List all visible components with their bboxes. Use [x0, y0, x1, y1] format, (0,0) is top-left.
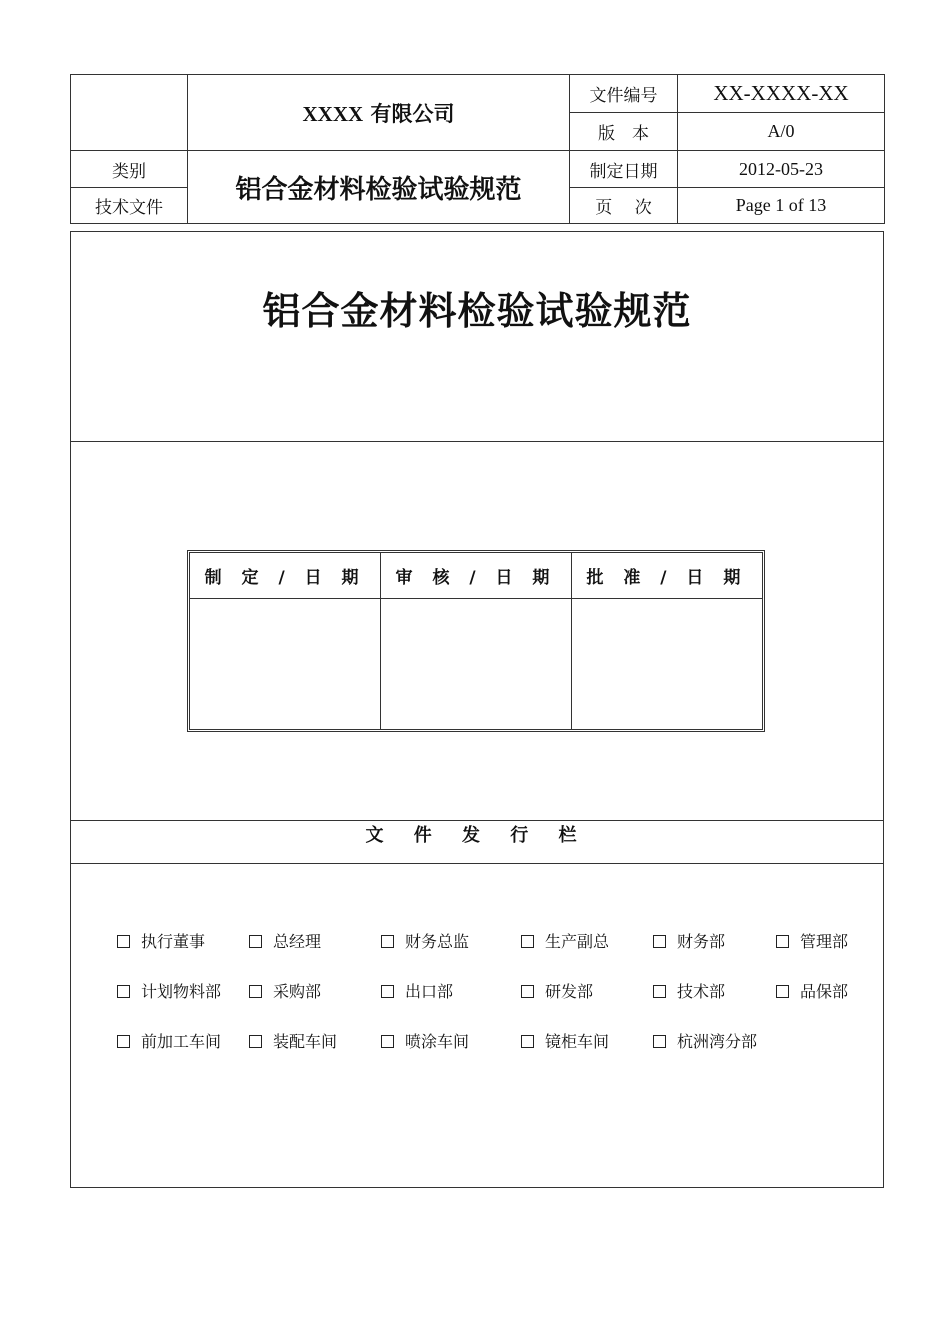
checkbox-icon[interactable]	[381, 985, 394, 998]
dept-item[interactable]: 财务总监	[381, 929, 469, 952]
date-value: 2012-05-23	[678, 151, 885, 188]
doc-no-label: 文件编号	[570, 75, 678, 113]
title-section	[71, 232, 883, 442]
checkbox-icon[interactable]	[381, 1035, 394, 1048]
checkbox-icon[interactable]	[521, 985, 534, 998]
sign-cell-prepare[interactable]	[190, 599, 381, 730]
date-label: 制定日期	[570, 151, 678, 188]
dept-item[interactable]: 出口部	[381, 979, 453, 1002]
checkbox-icon[interactable]	[776, 935, 789, 948]
sign-header-prepare: 制 定 / 日 期	[190, 553, 381, 599]
checkbox-icon[interactable]	[249, 985, 262, 998]
checkbox-icon[interactable]	[381, 935, 394, 948]
dept-item[interactable]: 技术部	[653, 979, 725, 1002]
dept-item[interactable]: 管理部	[776, 929, 848, 952]
sign-header-approve: 批 准 / 日 期	[571, 553, 762, 599]
header-doc-title: 铝合金材料检验试验规范	[188, 151, 570, 224]
distribution-title-bar	[71, 820, 883, 864]
dept-item[interactable]: 生产副总	[521, 929, 609, 952]
dept-item[interactable]: 研发部	[521, 979, 593, 1002]
checkbox-icon[interactable]	[117, 1035, 130, 1048]
dept-item[interactable]: 财务部	[653, 929, 725, 952]
checkbox-icon[interactable]	[521, 935, 534, 948]
dept-item[interactable]: 采购部	[249, 979, 321, 1002]
checkbox-icon[interactable]	[653, 935, 666, 948]
category-label: 类别	[71, 151, 188, 188]
checkbox-icon[interactable]	[653, 985, 666, 998]
page-value: Page 1 of 13	[678, 188, 885, 224]
document-header-table	[70, 74, 885, 224]
dept-item[interactable]: 总经理	[249, 929, 321, 952]
sign-header-review: 审 核 / 日 期	[381, 553, 572, 599]
document-title: 铝合金材料检验试验规范	[262, 289, 692, 333]
dept-item[interactable]: 喷涂车间	[381, 1029, 469, 1052]
document-body-frame	[70, 231, 884, 1188]
header-blank-cell	[71, 75, 188, 151]
checkbox-icon[interactable]	[521, 1035, 534, 1048]
checkbox-icon[interactable]	[249, 1035, 262, 1048]
category-value: 技术文件	[71, 188, 188, 224]
checkbox-icon[interactable]	[117, 985, 130, 998]
distribution-title: 文 件 发 行 栏	[365, 825, 589, 846]
company-name	[188, 75, 570, 151]
dept-item[interactable]: 计划物料部	[117, 979, 221, 1002]
dept-item[interactable]: 镜柜车间	[521, 1029, 609, 1052]
company-name-latin: XXXX	[302, 101, 364, 126]
company-name-cn: 有限公司	[370, 101, 455, 126]
checkbox-icon[interactable]	[776, 985, 789, 998]
signature-table	[187, 550, 765, 732]
version-value: A/0	[678, 113, 885, 151]
checkbox-icon[interactable]	[653, 1035, 666, 1048]
checkbox-icon[interactable]	[249, 935, 262, 948]
dept-item[interactable]: 装配车间	[249, 1029, 337, 1052]
page-label: 页 次	[570, 188, 678, 224]
version-label: 版 本	[570, 113, 678, 151]
dept-item[interactable]: 杭洲湾分部	[653, 1029, 757, 1052]
doc-no-value: XX-XXXX-XX	[678, 75, 885, 113]
sign-cell-approve[interactable]	[571, 599, 762, 730]
dept-item[interactable]: 前加工车间	[117, 1029, 221, 1052]
dept-item[interactable]: 品保部	[776, 979, 848, 1002]
dept-item[interactable]: 执行董事	[117, 929, 205, 952]
checkbox-icon[interactable]	[117, 935, 130, 948]
sign-cell-review[interactable]	[381, 599, 572, 730]
